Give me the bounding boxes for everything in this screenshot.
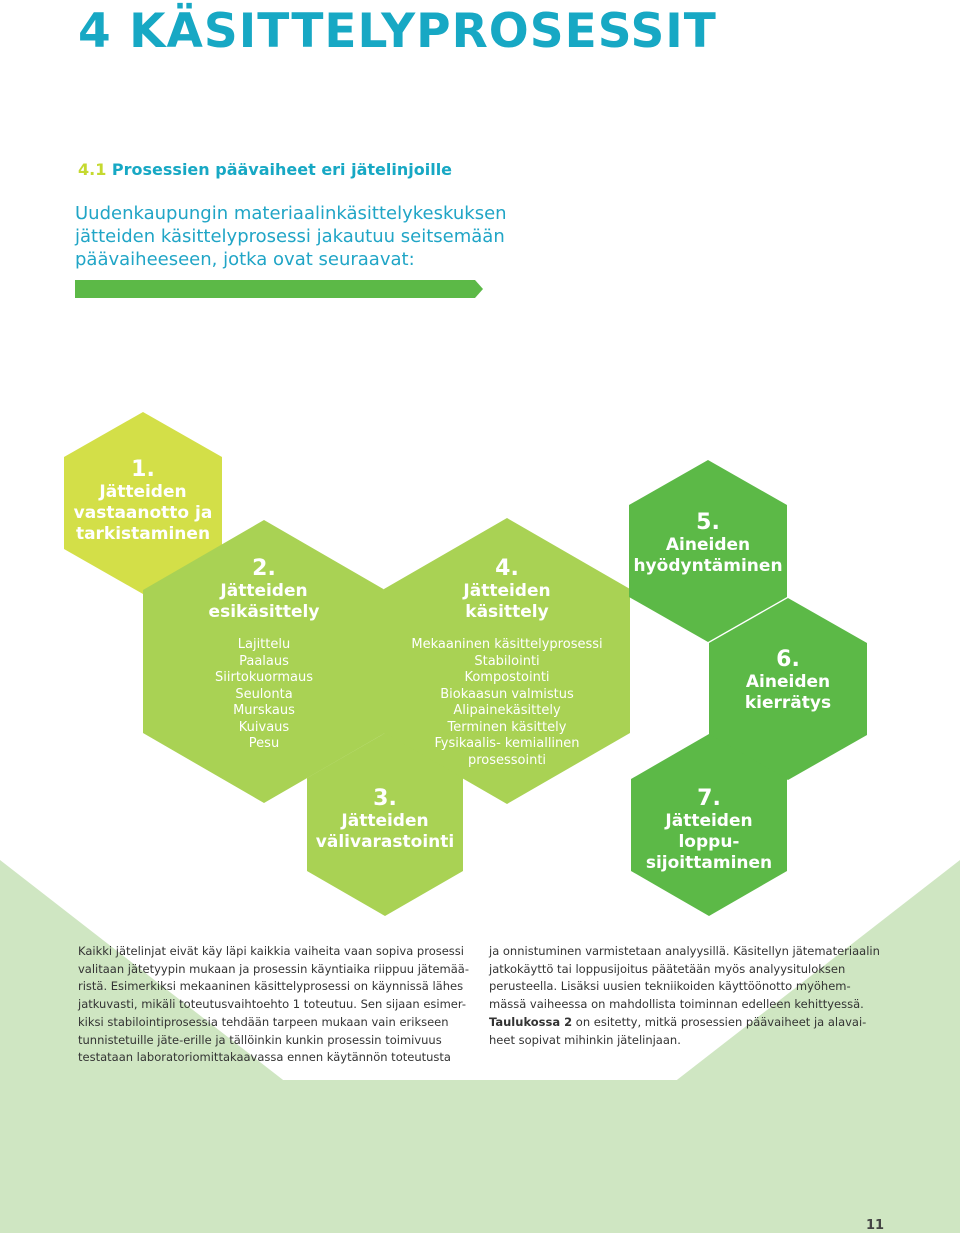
step-title-line: käsittely [465, 602, 549, 622]
step-number: 1. [131, 457, 155, 482]
body-line: ja onnistuminen varmistetaan analyysillä. Käsitellyn jätemateriaalin [489, 944, 880, 958]
list-item: Terminen käsittely [447, 719, 567, 735]
list-item: Murskaus [233, 703, 295, 718]
table-reference: Taulukossa 2 [489, 1014, 573, 1029]
step-1-label [64, 458, 222, 545]
step-title-line: Jätteiden [665, 811, 753, 831]
page-number: 11 [866, 1218, 885, 1233]
body-column-left [78, 943, 473, 1067]
section-number: 4.1 [78, 160, 107, 179]
list-item: Kompostointi [464, 670, 550, 685]
body-line: testataan laboratoriomittakaavassa ennen käytännön toteutusta [78, 1050, 451, 1065]
body-line: perusteella. Lisäksi uusien tekniikoiden käyttöönotto myöhem- [489, 979, 851, 994]
step-title-line: välivarastointi [315, 832, 455, 852]
list-item: Alipainekäsittely [453, 703, 561, 718]
chapter-title: 4 KÄSITTELYPROSESSIT [78, 4, 717, 59]
intro-paragraph: Uudenkaupungin materiaalinkäsittelykeskuksen jätteiden käsittelyprosessi jakautuu seitsemään päävaiheeseen, jotka ovat seuraavat: [75, 203, 507, 270]
step-5-label [629, 511, 787, 577]
body-line: kiksi stabilointiprosessia tehdään tarpeen mukaan vain erikseen [78, 1014, 449, 1029]
body-line: mässä vaiheessa on mahdollista toiminnan edelleen kehittyessä. [489, 997, 864, 1012]
step-title-line: kierrätys [744, 693, 832, 713]
step-title-line: Jätteiden [99, 482, 187, 502]
step-number: 3. [373, 786, 397, 811]
step-title-line: vastaanotto ja [73, 503, 213, 523]
body-line: Kaikki jätelinjat eivät käy läpi kaikkia vaiheita vaan sopiva prosessi [78, 944, 464, 958]
list-item: Kuivaus [238, 719, 290, 735]
list-item: Fysikaalis- kemiallinen [434, 736, 580, 751]
list-item: Siirtokuormaus [215, 670, 313, 685]
body-line: heet sopivat mihinkin jätelinjaan. [489, 1032, 681, 1047]
body-text: on esitetty, mitkä prosessien päävaiheet ja alavai- [572, 1014, 867, 1029]
step-title-line: Aineiden [665, 535, 751, 555]
step-title-line: Jätteiden [463, 581, 551, 601]
step-number: 4. [495, 556, 519, 581]
body-line: jatkokäyttö tai loppusijoitus päätetään myös analyysituloksen [489, 961, 846, 976]
list-item: Seulonta [235, 686, 293, 702]
list-item: Biokaasun valmistus [440, 686, 574, 702]
step-4-items [411, 637, 602, 769]
list-item: Paalaus [239, 653, 289, 669]
step-title-line: tarkistaminen [75, 524, 211, 544]
step-title-line: esikäsittely [208, 602, 320, 622]
step-title-line: loppu- [678, 832, 740, 852]
step-2-label [180, 557, 348, 753]
list-item: Pesu [248, 736, 280, 751]
step-6-label [709, 648, 867, 714]
body-line: jatkuvasti, mikäli toteutusvaihtoehto 1 toteutuu. Sen sijaan esimer- [78, 997, 467, 1012]
list-item: Stabilointi [474, 653, 540, 669]
step-3-label [307, 787, 463, 853]
background-base [0, 1080, 960, 1233]
step-7-label [631, 787, 787, 874]
accent-arrow-bar [75, 280, 483, 298]
step-number: 7. [697, 786, 721, 811]
step-number: 2. [252, 556, 276, 581]
body-line: tunnistetuille jäte-erille ja tällöinkin kunkin prosessin toimivuus [78, 1032, 442, 1047]
step-number: 5. [696, 510, 720, 535]
step-title-line: Jätteiden [220, 581, 308, 601]
step-number: 6. [776, 647, 800, 672]
body-column-right [489, 943, 884, 1049]
step-2-items [215, 637, 313, 753]
section-title: Prosessien päävaiheet eri jätelinjoille [106, 160, 453, 179]
body-line: valitaan jätetyypin mukaan ja prosessin käyntiaika riippuu jätemää- [78, 961, 469, 976]
step-title-line: Jätteiden [341, 811, 429, 831]
step-title-line: sijoittaminen [645, 853, 773, 873]
list-item: Lajittelu [237, 637, 291, 652]
section-heading [78, 160, 452, 179]
step-4-label [392, 557, 622, 769]
body-line-with-reference [489, 1014, 884, 1032]
step-title-line: Aineiden [745, 672, 831, 692]
step-title-line: hyödyntäminen [633, 556, 783, 576]
list-item: prosessointi [467, 752, 547, 768]
body-line: ristä. Esimerkiksi mekaaninen käsittelyprosessi on käynnissä lähes [78, 979, 464, 994]
list-item: Mekaaninen käsittelyprosessi [411, 637, 603, 652]
